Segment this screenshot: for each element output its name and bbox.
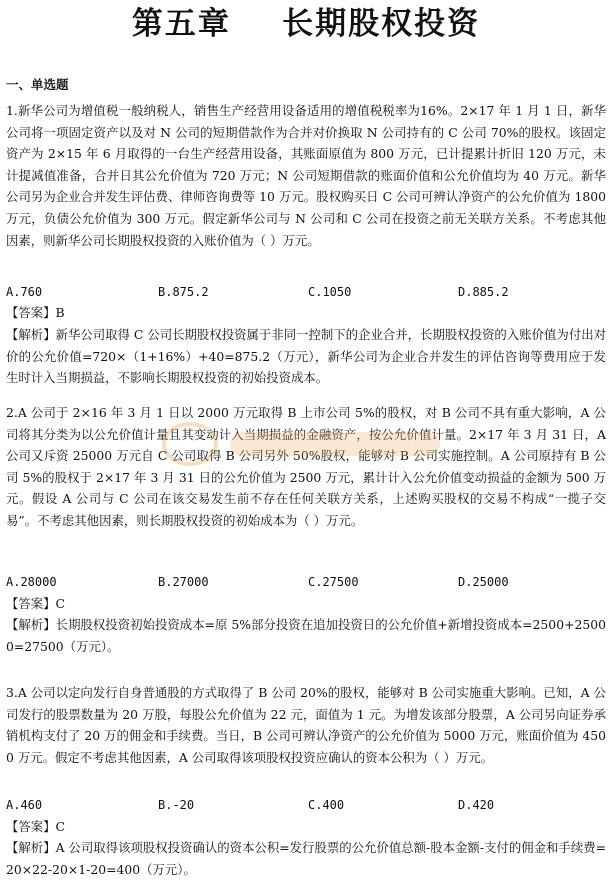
option-b: B.27000: [158, 575, 209, 589]
question-stem: 3.A 公司以定向发行自身普通股的方式取得了 B 公司 20%的股权，能够对 B 公司实施重大影响。已知，A 公司发行的股票数量为 20 万股，每股公允价值为 22 元，面值为 1 元。为增发该部分股票，A 公司另向证券承销机构支付了 20 万的佣金和手续费。当日，B 公司可辨认净资产的公允价值为 5000 万元，账面价值为 4500 万元。假定不考虑其他因素，A 公司取得该项股权投资应确认的资本公积为（ ）万元。: [6, 685, 606, 765]
option-b: B.-20: [158, 798, 195, 812]
explanation-text: 【解析】A 公司取得该项股权投资确认的资本公积=发行股票的公允价值总额-股本金额-支付的佣金和手续费=20×22-20×1-20=400（万元）。: [6, 840, 606, 877]
option-d: D.420: [458, 798, 495, 812]
question-stem: 1.新华公司为增值税一般纳税人，销售生产经营用设备适用的增值税税率为16%。2×17 年 1 月 1 日，新华公司将一项固定资产以及对 N 公司的短期借款作为合并对价换取 N 公司持有的 C 公司 70%的股权。该固定资产为 2×15 年 6 月取得的一台生产经营用设备，其账面原值为 800 万元，已计提累计折旧 120 万元，未计提减值准备，合并日其公允价值为 720 万元；N 公司短期借款的账面价值和公允价值均为 40 万元。新华公司另为企业合并发生评估费、律师咨询费等 10 万元。股权购买日 C 公司可辨认净资产的公允价值为 1800 万元，负债公允价值为 300 万元。假定新华公司与 N 公司和 C 公司在投资之前无关联方关系。不考虑其他因素，则新华公司长期股权投资的入账价值为（ ）万元。: [6, 103, 606, 248]
answer-line: 【答案】C: [6, 819, 66, 834]
explanation-text: 【解析】长期股权投资初始投资成本=原 5%部分投资在追加投资日的公允价值+新增投资成本=2500+25000=27500（万元）。: [6, 617, 606, 654]
option-d: D.25000: [458, 575, 509, 589]
question-stem: 2.A 公司于 2×16 年 3 月 1 日以 2000 万元取得 B 上市公司 5%的股权，对 B 公司不具有重大影响，A 公司将其分类为以公允价值计量且其变动计入当期损益的金融资产，按公允价值计量。2×17 年 3 月 31 日，A 公司又斥资 25000 万元自 C 公司取得 B 公司另外 50%股权，能够对 B 公司实施控制。A 公司原持有 B 公司 5%的股权于 2×17 年 3 月 31 日的公允价值为 2500 万元，累计计入公允价值变动损益的金额为 500 万元。假设 A 公司与 C 公司在该交易发生前不存在任何关联方关系，上述购买股权的交易不构成“一揽子交易”。不考虑其他因素，则长期股权投资的初始成本为（ ）万元。: [6, 405, 606, 528]
option-c: C.27500: [308, 575, 359, 589]
explanation-text: 【解析】新华公司取得 C 公司长期股权投资属于非同一控制下的企业合并，长期股权投资的入账价值为付出对价的公允价值=720×（1+16%）+40=875.2（万元），新华公司为企业合并发生的评估咨询等费用应于发生时计入当期损益，不影响长期股权投资的初始投资成本。: [6, 327, 606, 386]
answer-line: 【答案】B: [6, 305, 65, 320]
question-options: [6, 795, 606, 815]
question-options: [6, 572, 606, 592]
option-b: B.875.2: [158, 285, 209, 299]
option-c: C.400: [308, 798, 345, 812]
section-heading: 一、单选题: [6, 77, 69, 92]
option-a: A.28000: [6, 575, 57, 589]
option-a: A.460: [6, 798, 43, 812]
chapter-title: 第五章 长期股权投资: [131, 6, 481, 42]
option-a: A.760: [6, 285, 43, 299]
option-d: D.885.2: [458, 285, 509, 299]
answer-line: 【答案】C: [6, 596, 66, 611]
option-c: C.1050: [308, 285, 352, 299]
question-options: [6, 282, 606, 302]
